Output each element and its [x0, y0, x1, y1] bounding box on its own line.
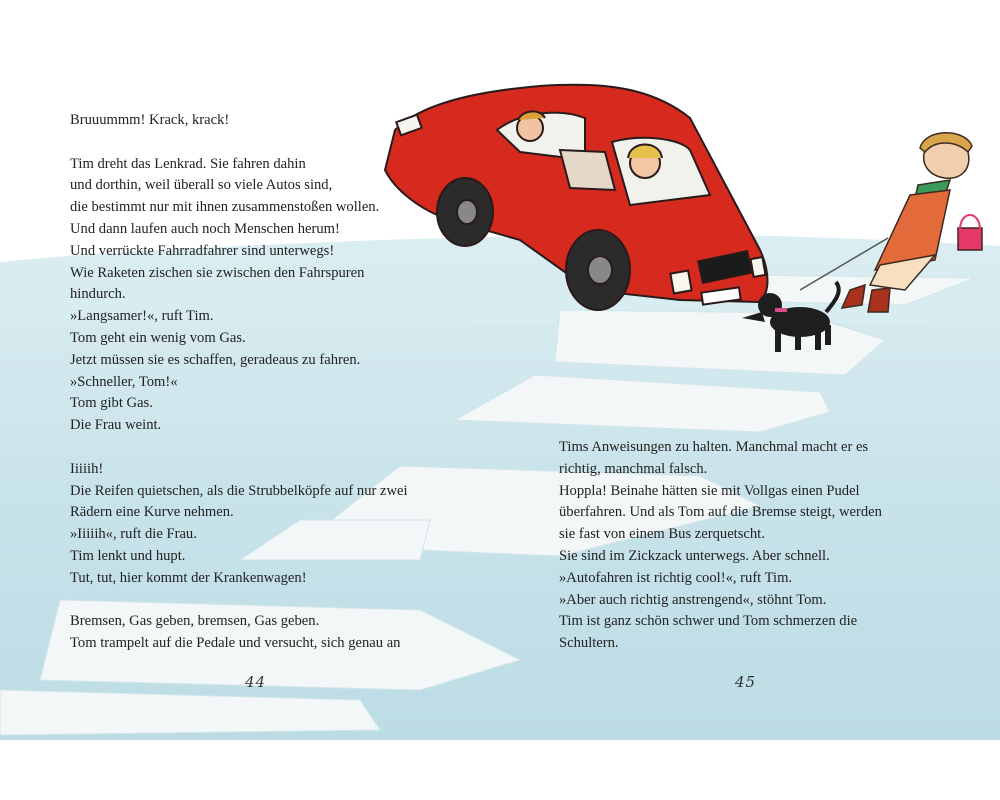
text-line: Tom geht ein wenig vom Gas. — [70, 329, 246, 346]
text-line: Jetzt müssen sie es schaffen, geradeaus zu fahren. — [70, 351, 361, 368]
text-line: sie fast von einem Bus zerquetscht. — [559, 526, 765, 543]
text-line: »Schneller, Tom!« — [70, 373, 178, 390]
text-line: Hoppla! Beinahe hätten sie mit Vollgas einen Pudel — [559, 482, 860, 499]
text-line: Tom gibt Gas. — [70, 395, 153, 412]
text-line: »Langsamer!«, ruft Tim. — [70, 308, 214, 325]
text-line: Und verrückte Fahrradfahrer sind unterwegs! — [70, 242, 335, 259]
text-line: Und dann laufen auch noch Menschen herum! — [70, 220, 340, 237]
text-line: Die Frau weint. — [70, 417, 162, 434]
text-line: »Aber auch richtig anstrengend«, stöhnt Tom. — [559, 591, 827, 608]
text-line: und dorthin, weil überall so viele Autos sind, — [70, 177, 333, 194]
text-line: Rädern eine Kurve nehmen. — [70, 504, 234, 521]
text-line: »Autofahren ist richtig cool!«, ruft Tim. — [559, 569, 793, 586]
paragraph-gap — [70, 437, 408, 459]
text-line: Schultern. — [559, 635, 619, 652]
text-line: Tim ist ganz schön schwer und Tom schmerzen die — [559, 613, 858, 630]
text-line: Wie Raketen zischen sie zwischen den Fahrspuren — [70, 264, 365, 281]
text-line: Bruuummm! Krack, krack! — [70, 112, 230, 128]
text-line: Tim lenkt und hupt. — [70, 547, 186, 564]
text-line: Sie sind im Zickzack unterwegs. Aber schnell. — [559, 547, 830, 564]
paragraph-gap — [70, 590, 408, 612]
text-line: Tims Anweisungen zu halten. Manchmal macht er es — [559, 439, 869, 455]
text-line: Die Reifen quietschen, als die Strubbelköpfe auf nur zwei — [70, 482, 408, 499]
text-line: hindurch. — [70, 286, 126, 303]
text-line: richtig, manchmal falsch. — [559, 460, 708, 477]
text-line: Tut, tut, hier kommt der Krankenwagen! — [70, 569, 307, 586]
text-line: Bremsen, Gas geben, bremsen, Gas geben. — [70, 613, 320, 630]
text-line: Iiiiih! — [70, 460, 104, 477]
text-line: überfahren. Und als Tom auf die Bremse steigt, werden — [559, 504, 882, 521]
paragraph-gap — [70, 132, 408, 154]
text-line: Tom trampelt auf die Pedale und versucht, sich genau an — [70, 635, 401, 652]
text-line: »Iiiiih«, ruft die Frau. — [70, 526, 197, 543]
text-line: die bestimmt nur mit ihnen zusammenstoßen wollen. — [70, 199, 380, 216]
right-page-text — [559, 437, 882, 655]
left-page-text — [70, 110, 408, 655]
page-number-left: 44 — [245, 673, 267, 691]
page-number-right: 45 — [735, 673, 757, 691]
text-line: Tim dreht das Lenkrad. Sie fahren dahin — [70, 155, 306, 172]
